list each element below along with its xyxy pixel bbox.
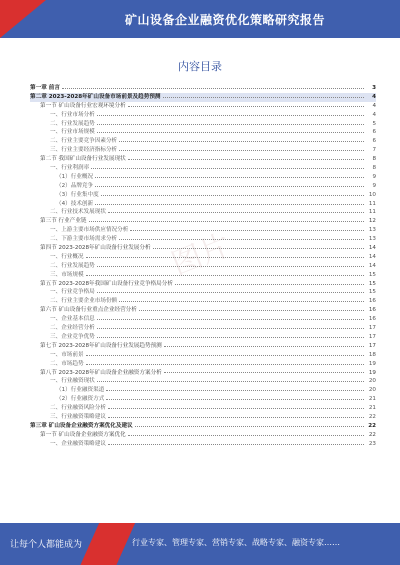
toc-entry-text: 一、行业融资现状 — [50, 378, 95, 385]
toc-leader-dots — [91, 168, 364, 169]
toc-leader-dots — [119, 141, 364, 142]
toc-entry-text: 第七节 2023-2028年矿山设备行业发展趋势预测 — [40, 342, 162, 349]
toc-page-number: 22 — [368, 422, 376, 429]
toc-entry[interactable] — [30, 280, 376, 289]
toc-leader-dots — [139, 310, 364, 311]
toc-entry[interactable] — [30, 271, 376, 280]
toc-entry[interactable] — [30, 146, 376, 155]
toc-entry[interactable] — [30, 440, 376, 449]
toc-entry-text: （3）行业集中度 — [56, 191, 99, 198]
toc-entry-text: 一、市场前景 — [50, 351, 84, 358]
toc-entry-text: 二、行业发展趋势 — [50, 120, 95, 127]
footer-slogan: 让每个人都能成为 — [10, 540, 83, 550]
toc-leader-dots — [97, 337, 364, 338]
toc-entry[interactable] — [30, 253, 376, 262]
toc-leader-dots — [95, 177, 364, 178]
toc-entry[interactable] — [30, 386, 376, 395]
toc-leader-dots — [128, 159, 364, 160]
toc-entry-text: 第六节 矿山设备行业重点企业经营分析 — [40, 307, 137, 314]
toc-entry[interactable] — [30, 377, 376, 386]
toc-heading: 内容目录 — [178, 60, 222, 73]
toc-leader-dots — [97, 381, 364, 382]
toc-leader-dots — [97, 319, 364, 320]
toc-entry[interactable] — [30, 431, 376, 440]
toc-leader-dots — [101, 195, 364, 196]
toc-page-number: 7 — [372, 147, 376, 154]
toc-leader-dots — [119, 239, 364, 240]
toc-page-number: 16 — [368, 298, 376, 305]
toc-page-number: 9 — [372, 182, 376, 189]
toc-leader-dots — [97, 132, 364, 133]
toc-leader-dots — [108, 417, 364, 418]
toc-entry[interactable] — [30, 333, 376, 342]
toc-page-number: 15 — [368, 289, 376, 296]
toc-page-number: 10 — [368, 191, 376, 198]
toc-entry-text: 第二节 我国矿山设备行业发展现状 — [40, 156, 126, 163]
toc-leader-dots — [128, 435, 364, 436]
toc-entry[interactable] — [30, 111, 376, 120]
footer-banner — [0, 523, 400, 565]
toc-page-number: 3 — [372, 85, 376, 91]
header-banner — [0, 0, 400, 38]
toc-page-number: 16 — [368, 307, 376, 314]
table-of-contents — [30, 84, 376, 449]
toc-page-number: 23 — [368, 440, 376, 447]
toc-entry[interactable] — [30, 315, 376, 324]
toc-entry-text: 第四节 2023-2028年矿山设备行业发展分析 — [40, 245, 151, 252]
toc-page-number: 14 — [368, 245, 376, 252]
toc-entry[interactable] — [30, 200, 376, 209]
toc-entry[interactable] — [30, 288, 376, 297]
toc-entry-text: 一、行业概况 — [50, 253, 84, 260]
toc-page-number: 6 — [372, 129, 376, 136]
toc-leader-dots — [89, 221, 364, 222]
toc-entry[interactable] — [30, 422, 376, 431]
toc-page-number: 19 — [368, 369, 376, 376]
toc-entry[interactable] — [30, 217, 376, 226]
toc-entry[interactable] — [30, 93, 376, 102]
toc-page-number: 20 — [368, 387, 376, 394]
toc-page-number: 11 — [368, 209, 376, 216]
toc-page-number: 21 — [368, 405, 376, 412]
toc-leader-dots — [97, 266, 364, 267]
toc-leader-dots — [62, 88, 364, 89]
toc-page-number: 18 — [368, 351, 376, 358]
toc-entry[interactable] — [30, 164, 376, 173]
toc-page-number: 8 — [372, 165, 376, 172]
toc-page-number: 5 — [372, 120, 376, 127]
toc-entry[interactable] — [30, 306, 376, 315]
document-title: 矿山设备企业融资优化策略研究报告 — [124, 13, 325, 27]
toc-entry-text: 二、行业技术发展现状 — [50, 209, 106, 216]
header-red-corner — [0, 0, 46, 38]
toc-leader-dots — [175, 284, 364, 285]
toc-page-number: 17 — [368, 325, 376, 332]
toc-entry-text: 二、企业经营分析 — [50, 325, 95, 332]
toc-entry-text: 第二章 2023-2028年矿山设备市场前景及趋势预测 — [30, 93, 161, 100]
toc-entry[interactable] — [30, 208, 376, 217]
toc-entry-text: 第五节 2023-2028年我国矿山设备行业竞争格局分析 — [40, 280, 173, 287]
toc-entry[interactable] — [30, 84, 376, 93]
toc-entry-text: （2）品牌竞争 — [56, 182, 94, 189]
toc-entry[interactable] — [30, 128, 376, 137]
toc-entry-text: 二、行业发展趋势 — [50, 262, 95, 269]
toc-entry[interactable] — [30, 404, 376, 413]
toc-entry-text: 第一节 矿山设备企业融资方案优化 — [40, 431, 126, 438]
toc-entry[interactable] — [30, 369, 376, 378]
toc-entry-text: 一、上游主要市场供应情况分析 — [50, 227, 129, 234]
toc-entry[interactable] — [30, 324, 376, 333]
toc-leader-dots — [130, 230, 364, 231]
toc-leader-dots — [163, 97, 364, 98]
toc-entry-text: 一、行业竞争格局 — [50, 289, 95, 296]
toc-leader-dots — [106, 399, 364, 400]
toc-page-number: 15 — [368, 271, 376, 278]
toc-leader-dots — [108, 408, 364, 409]
toc-leader-dots — [135, 426, 364, 427]
toc-leader-dots — [106, 390, 364, 391]
toc-entry[interactable] — [30, 342, 376, 351]
toc-entry-text: 二、行业融资风险分析 — [50, 405, 106, 412]
toc-entry[interactable] — [30, 102, 376, 111]
toc-entry-text: 三、企业竞争优势 — [50, 333, 95, 340]
toc-leader-dots — [164, 346, 364, 347]
toc-entry[interactable] — [30, 262, 376, 271]
toc-leader-dots — [97, 124, 364, 125]
toc-entry[interactable] — [30, 182, 376, 191]
toc-page-number: 6 — [372, 138, 376, 145]
toc-page-number: 12 — [368, 218, 376, 225]
toc-leader-dots — [97, 292, 364, 293]
toc-page-number: 11 — [368, 200, 376, 207]
toc-page-number: 9 — [372, 173, 376, 180]
toc-leader-dots — [153, 248, 364, 249]
toc-entry-text: 一、行业市场分析 — [50, 111, 95, 118]
toc-page-number: 15 — [368, 280, 376, 287]
toc-entry-text: 三、行业融资策略建议 — [50, 413, 106, 420]
toc-entry-text: 第八节 2023-2028年矿山设备企业融资方案分析 — [40, 369, 162, 376]
toc-page-number: 13 — [368, 227, 376, 234]
toc-entry[interactable] — [30, 395, 376, 404]
toc-leader-dots — [128, 106, 364, 107]
toc-page-number: 8 — [372, 156, 376, 163]
toc-leader-dots — [108, 444, 364, 445]
toc-leader-dots — [86, 275, 364, 276]
toc-entry-text: （1）行业融资渠道 — [56, 387, 105, 394]
toc-entry-text: （1）行业概况 — [56, 173, 94, 180]
toc-entry[interactable] — [30, 137, 376, 146]
toc-page-number: 22 — [368, 431, 376, 438]
toc-page-number: 4 — [372, 102, 376, 109]
toc-entry-text: 三、行业主要经济指标分析 — [50, 147, 118, 154]
toc-entry[interactable] — [30, 173, 376, 182]
footer-tagline: 行业专家、管理专家、营销专家、战略专家、融资专家…… — [132, 538, 340, 547]
toc-leader-dots — [95, 186, 364, 187]
toc-entry-text: 一、企业基本信息 — [50, 316, 95, 323]
toc-entry[interactable] — [30, 413, 376, 422]
toc-page-number: 4 — [372, 93, 376, 100]
toc-leader-dots — [86, 355, 364, 356]
toc-page-number: 13 — [368, 236, 376, 243]
toc-leader-dots — [119, 301, 364, 302]
toc-leader-dots — [119, 150, 364, 151]
toc-page-number: 14 — [368, 253, 376, 260]
toc-entry-text: 二、下游主要市场需求分析 — [50, 236, 118, 243]
toc-entry[interactable] — [30, 297, 376, 306]
toc-entry[interactable] — [30, 360, 376, 369]
toc-page-number: 21 — [368, 396, 376, 403]
toc-entry[interactable] — [30, 120, 376, 129]
toc-entry-text: 第一章 前言 — [30, 85, 60, 91]
toc-page-number: 4 — [372, 111, 376, 118]
toc-leader-dots — [86, 364, 364, 365]
toc-entry[interactable] — [30, 191, 376, 200]
toc-leader-dots — [97, 115, 364, 116]
toc-entry[interactable] — [30, 235, 376, 244]
watermark: 图片 — [166, 227, 236, 283]
toc-leader-dots — [95, 204, 364, 205]
toc-leader-dots — [108, 212, 364, 213]
toc-entry-text: 三、市场规模 — [50, 271, 84, 278]
toc-entry[interactable] — [30, 351, 376, 360]
toc-entry-text: 第一节 矿山设备行业宏观环境分析 — [40, 102, 126, 109]
toc-entry-text: 二、行业主要竞争因素分析 — [50, 138, 118, 145]
toc-page-number: 17 — [368, 342, 376, 349]
toc-entry[interactable] — [30, 244, 376, 253]
toc-entry-text: 第三章 矿山设备企业融资方案优化及建议 — [30, 422, 133, 429]
toc-leader-dots — [164, 372, 364, 373]
toc-page-number: 19 — [368, 360, 376, 367]
toc-entry[interactable] — [30, 226, 376, 235]
toc-entry-text: 一、行业市场规模 — [50, 129, 95, 136]
toc-page-number: 20 — [368, 378, 376, 385]
toc-entry-text: 第三节 行业产业链 — [40, 218, 87, 225]
toc-entry-text: （2）行业融资方式 — [56, 396, 105, 403]
toc-entry-text: 二、行业主要企业市场份额 — [50, 298, 118, 305]
toc-page-number: 22 — [368, 413, 376, 420]
toc-page-number: 16 — [368, 316, 376, 323]
toc-leader-dots — [97, 328, 364, 329]
toc-page-number: 17 — [368, 333, 376, 340]
toc-entry-text: 一、企业融资策略建议 — [50, 440, 106, 447]
toc-leader-dots — [86, 257, 364, 258]
toc-page-number: 14 — [368, 262, 376, 269]
footer-red-stripe — [72, 523, 139, 565]
toc-entry-text: 一、行业利润率 — [50, 165, 90, 172]
toc-entry-text: 二、市场趋势 — [50, 360, 84, 367]
toc-entry-text: （4）技术创新 — [56, 200, 94, 207]
toc-entry[interactable] — [30, 155, 376, 164]
